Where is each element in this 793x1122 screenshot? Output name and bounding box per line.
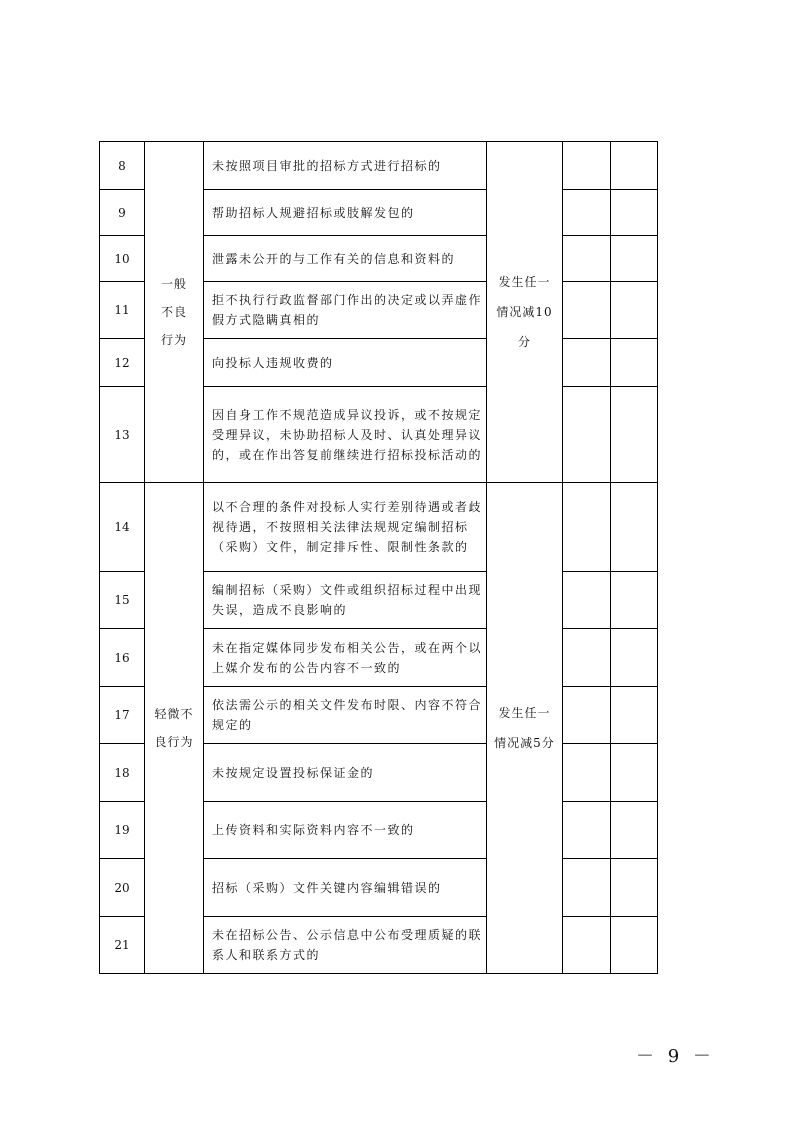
evaluation-table [99, 141, 658, 974]
blank-cell [563, 190, 611, 236]
score-rule-cell [487, 483, 563, 974]
row-number: 10 [100, 236, 145, 282]
score-rule-label: 发生任一情况减5分 [494, 706, 555, 750]
row-description: 未按照项目审批的招标方式进行招标的 [204, 142, 487, 190]
score-rule-cell [487, 142, 563, 483]
blank-cell [563, 483, 611, 572]
blank-cell [611, 917, 658, 974]
row-description: 未在指定媒体同步发布相关公告，或在两个以上媒介发布的公告内容不一致的 [204, 629, 487, 687]
category-cell [145, 483, 204, 974]
blank-cell [611, 142, 658, 190]
blank-cell [563, 142, 611, 190]
blank-cell [611, 339, 658, 387]
row-description: 因自身工作不规范造成异议投诉，或不按规定受理异议，未协助招标人及时、认真处理异议的，或在作出答复前继续进行招标投标活动的 [204, 387, 487, 483]
row-description: 招标（采购）文件关键内容编辑错误的 [204, 859, 487, 917]
row-number: 21 [100, 917, 145, 974]
row-number: 8 [100, 142, 145, 190]
row-number: 14 [100, 483, 145, 572]
row-description: 向投标人违规收费的 [204, 339, 487, 387]
row-description: 未在招标公告、公示信息中公布受理质疑的联系人和联系方式的 [204, 917, 487, 974]
row-description: 拒不执行行政监督部门作出的决定或以弄虚作假方式隐瞒真相的 [204, 282, 487, 339]
row-description: 未按规定设置投标保证金的 [204, 744, 487, 802]
blank-cell [611, 802, 658, 859]
row-description: 编制招标（采购）文件或组织招标过程中出现失误，造成不良影响的 [204, 572, 487, 629]
row-number: 19 [100, 802, 145, 859]
score-rule-label: 发生任一情况减10分 [496, 275, 553, 349]
row-description: 帮助招标人规避招标或肢解发包的 [204, 190, 487, 236]
row-number: 18 [100, 744, 145, 802]
table-row [100, 483, 658, 572]
blank-cell [611, 744, 658, 802]
row-description: 以不合理的条件对投标人实行差别待遇或者歧视待遇，不按照相关法律法规规定编制招标（采购）文件，制定排斥性、限制性条款的 [204, 483, 487, 572]
blank-cell [563, 917, 611, 974]
row-number: 16 [100, 629, 145, 687]
blank-cell [563, 629, 611, 687]
blank-cell [563, 744, 611, 802]
row-number: 15 [100, 572, 145, 629]
blank-cell [563, 387, 611, 483]
row-description: 上传资料和实际资料内容不一致的 [204, 802, 487, 859]
category-label: 轻微不良行为 [154, 707, 194, 749]
blank-cell [611, 387, 658, 483]
row-number: 11 [100, 282, 145, 339]
category-cell [145, 142, 204, 483]
blank-cell [611, 282, 658, 339]
blank-cell [563, 802, 611, 859]
row-description: 依法需公示的相关文件发布时限、内容不符合规定的 [204, 687, 487, 744]
blank-cell [611, 859, 658, 917]
table-row [100, 142, 658, 190]
blank-cell [563, 572, 611, 629]
blank-cell [611, 572, 658, 629]
blank-cell [611, 687, 658, 744]
blank-cell [611, 483, 658, 572]
row-number: 20 [100, 859, 145, 917]
category-label: 一般不良行为 [160, 277, 187, 347]
blank-cell [611, 629, 658, 687]
blank-cell [563, 282, 611, 339]
row-number: 9 [100, 190, 145, 236]
row-number: 12 [100, 339, 145, 387]
blank-cell [611, 190, 658, 236]
row-number: 17 [100, 687, 145, 744]
row-description: 泄露未公开的与工作有关的信息和资料的 [204, 236, 487, 282]
blank-cell [563, 687, 611, 744]
blank-cell [611, 236, 658, 282]
row-number: 13 [100, 387, 145, 483]
page-number: － 9 － [636, 1046, 715, 1067]
blank-cell [563, 859, 611, 917]
blank-cell [563, 236, 611, 282]
blank-cell [563, 339, 611, 387]
